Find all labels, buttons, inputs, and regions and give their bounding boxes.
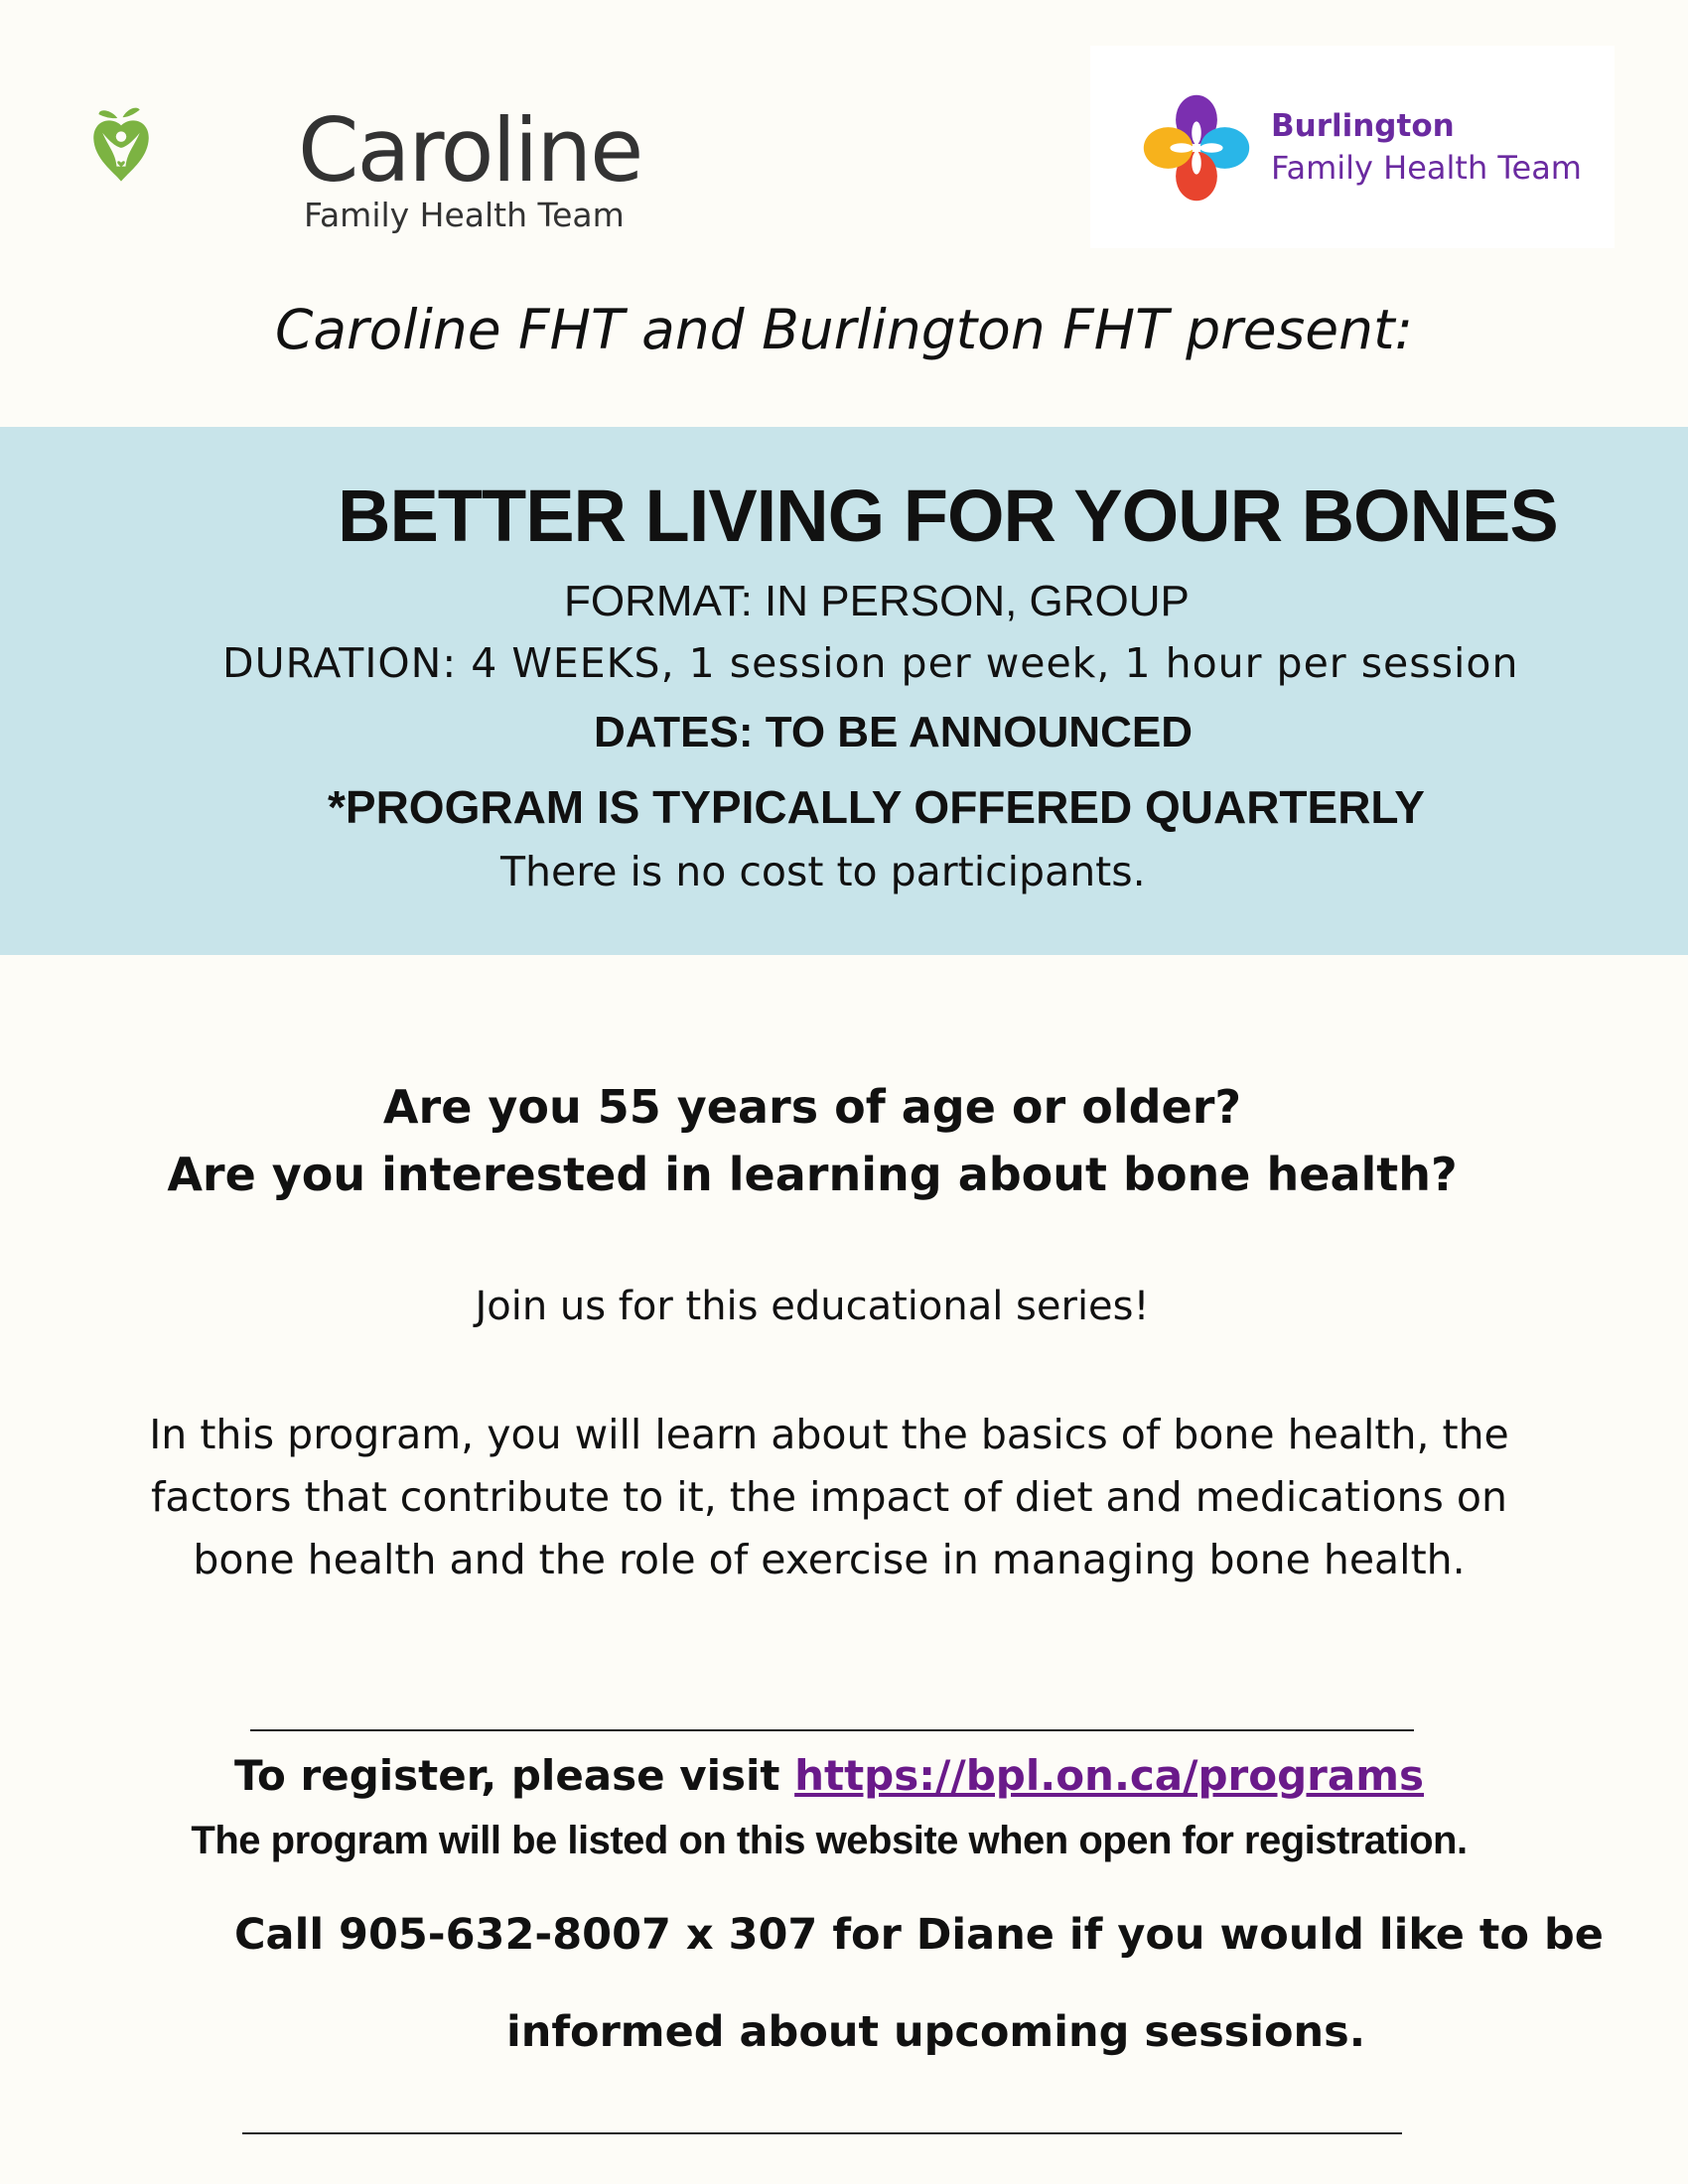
question-interest: Are you interested in learning about bone health? [167, 1148, 1458, 1201]
question-age: Are you 55 years of age or older? [382, 1080, 1242, 1134]
program-duration: DURATION: 4 WEEKS, 1 session per week, 1 hour per session [222, 639, 1519, 687]
burlington-logo-name: Burlington [1271, 108, 1455, 144]
program-frequency: *PROGRAM IS TYPICALLY OFFERED QUARTERLY [328, 781, 1425, 833]
invite-line: Join us for this educational series! [475, 1284, 1150, 1329]
divider-bottom [242, 2132, 1402, 2134]
caroline-logo-subtitle: Family Health Team [304, 196, 625, 234]
presenter-line: Caroline FHT and Burlington FHT present: [274, 298, 1414, 361]
program-description: In this program, you will learn about the basics of bone health, the factors that contribute to it, the impact of diet and medications on bone health and the role of exercise in managing bone health. [149, 1411, 1509, 1583]
program-dates: DATES: TO BE ANNOUNCED [594, 708, 1193, 756]
register-link[interactable]: https://bpl.on.ca/programs [794, 1751, 1425, 1800]
program-cost: There is no cost to participants. [500, 848, 1146, 895]
call-line-1: Call 905-632-8007 x 307 for Diane if you would like to be [234, 1910, 1604, 1960]
caroline-logo-name: Caroline [298, 99, 642, 202]
burlington-flower-icon [1140, 91, 1253, 205]
divider-top [250, 1729, 1414, 1731]
registration-note: The program will be listed on this website when open for registration. [191, 1819, 1468, 1862]
burlington-logo-subtitle: Family Health Team [1271, 149, 1582, 187]
register-prefix: To register, please visit [233, 1751, 795, 1800]
call-line-2: informed about upcoming sessions. [506, 2007, 1366, 2057]
program-title: BETTER LIVING FOR YOUR BONES [338, 475, 1558, 557]
program-format: FORMAT: IN PERSON, GROUP [564, 577, 1190, 625]
caroline-logo [91, 42, 300, 250]
register-line [0, 1751, 1658, 1800]
